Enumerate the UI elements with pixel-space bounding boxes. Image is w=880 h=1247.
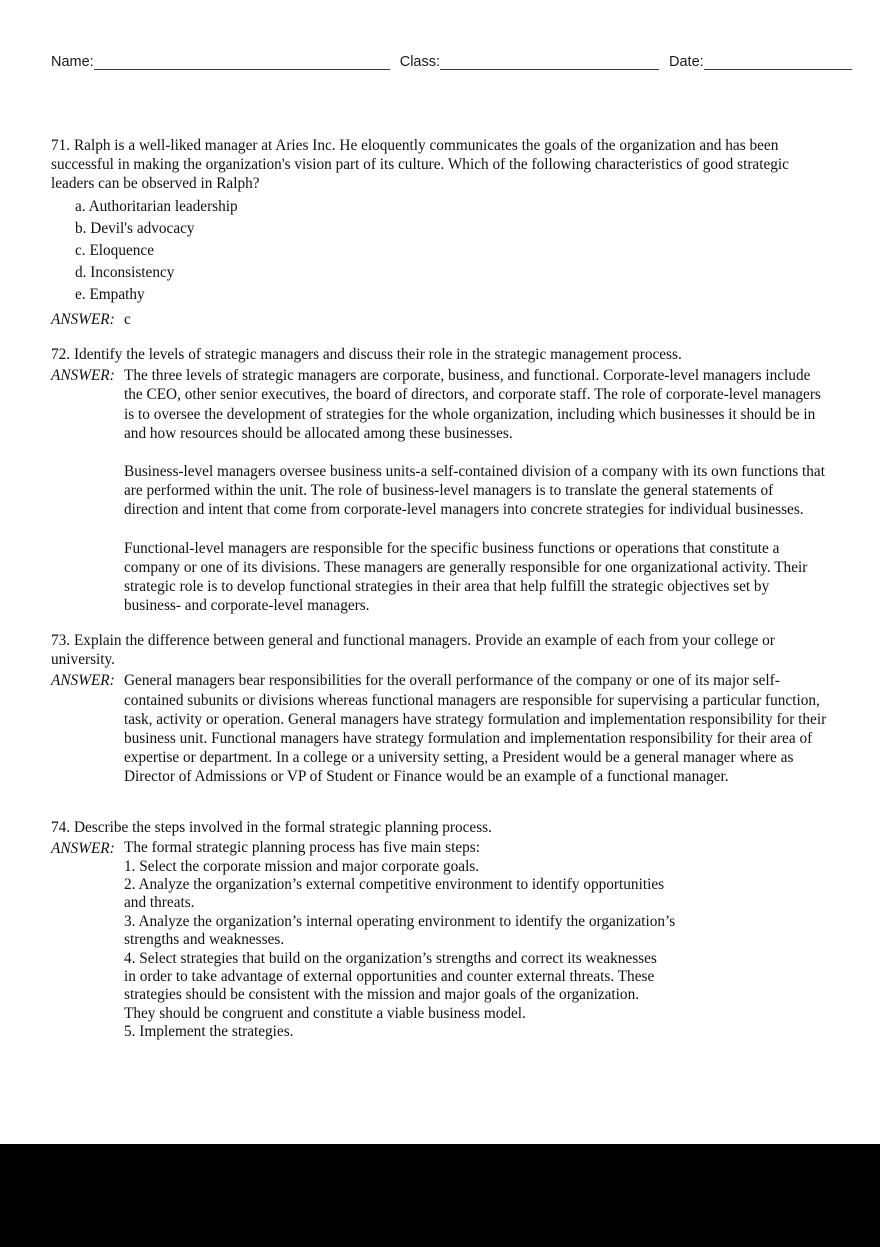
answer-label: ANSWER: (51, 672, 115, 690)
question-text: 71. Ralph is a well-liked manager at Aries Inc. He eloquently communicates the goals of the organization and has been successful in making the organization's vision part of its culture. Which of the following characteristics of good strategic leaders can be observed in Ralph? (51, 137, 789, 193)
option-list (51, 196, 827, 306)
page-bottom-black-band (0, 1144, 880, 1247)
answer-label: ANSWER: (51, 367, 115, 385)
option-item[interactable]: e. Empathy (75, 285, 145, 303)
answer-row (51, 310, 827, 329)
question-block-71 (51, 136, 827, 329)
answer-value: c (124, 310, 131, 328)
question-text: 72. Identify the levels of strategic managers and discuss their role in the strategic management process. (51, 346, 682, 363)
answer-row (51, 366, 827, 615)
answer-step: 5. Implement the strategies. (124, 1023, 294, 1041)
option-item[interactable]: d. Inconsistency (75, 263, 175, 281)
option-item[interactable]: c. Eloquence (75, 241, 154, 259)
answer-paragraph: General managers bear responsibilities for the overall performance of the company or one of its major self-contained subunits or divisions whereas functional managers are responsible for supervising a particular function, task, activity or operation. General managers have strategy formulation and implementation responsibility for their business unit. Functional managers have strategy formulation and implementation responsibility for their area of expertise or department. In a college or a university setting, a President would be a general manager where as Director of Admissions or VP of Student or Finance would be an example of a functional manager. (124, 672, 827, 786)
question-text: 74. Describe the steps involved in the formal strategic planning process. (51, 819, 492, 836)
answer-step: 4. Select strategies that build on the organization’s strengths and correct its weaknesses (124, 949, 657, 967)
answer-row (51, 671, 827, 786)
question-block-73 (51, 631, 827, 787)
answer-paragraph: Business-level managers oversee business units-a self-contained division of a company with its own functions that are performed within the unit. The role of business-level managers is to translate the general statements of direction and intent that come from corporate-level managers into concrete strategies for individual businesses. (124, 463, 825, 519)
name-input-rule[interactable] (94, 54, 390, 70)
answer-row (51, 839, 827, 1041)
answer-step: They should be congruent and constitute a viable business model. (124, 1004, 526, 1022)
answer-intro: The formal strategic planning process has five main steps: (124, 839, 480, 857)
answer-step: in order to take advantage of external opportunities and counter external threats. These (124, 968, 655, 986)
answer-paragraph: Functional-level managers are responsible for the specific business functions or operations that constitute a company or one of its divisions. These managers are generally responsible for one organizational activity. Their strategic role is to develop functional strategies in their area that help fulfill the strategic objectives set by business- and corporate-level managers. (124, 539, 808, 615)
document-header (51, 46, 829, 70)
answer-step-list (124, 858, 827, 1042)
answer-step: 3. Analyze the organization’s internal operating environment to identify the organization’s (124, 912, 676, 930)
question-block-72 (51, 345, 827, 615)
answer-step: 2. Analyze the organization’s external competitive environment to identify opportunities (124, 876, 665, 894)
answer-step: 1. Select the corporate mission and major corporate goals. (124, 857, 480, 875)
answer-step: and threats. (124, 894, 195, 912)
answer-step: strategies should be consistent with the mission and major goals of the organization. (124, 986, 640, 1004)
name-label: Name: (51, 54, 94, 70)
option-item[interactable]: b. Devil's advocacy (75, 219, 195, 237)
question-block-74 (51, 818, 827, 1042)
date-label: Date: (669, 54, 704, 70)
option-item[interactable]: a. Authoritarian leadership (75, 197, 238, 215)
answer-step: strengths and weaknesses. (124, 931, 285, 949)
answer-paragraph: The three levels of strategic managers are corporate, business, and functional. Corporate-level managers include the CEO, other senior executives, the board of directors, and corporate staff. The role of corporate-level managers is to oversee the development of strategies for the whole organization, including which businesses it should be in and how resources should be allocated among these businesses. (124, 367, 821, 442)
date-input-rule[interactable] (704, 54, 852, 70)
question-text: 73. Explain the difference between general and functional managers. Provide an example of each from your college or university. (51, 632, 775, 669)
answer-label: ANSWER: (51, 310, 115, 328)
class-input-rule[interactable] (440, 54, 659, 70)
class-label: Class: (399, 54, 441, 70)
answer-body (124, 366, 827, 615)
answer-body (124, 671, 827, 786)
answer-label: ANSWER: (51, 840, 115, 858)
answer-body (124, 839, 827, 1041)
